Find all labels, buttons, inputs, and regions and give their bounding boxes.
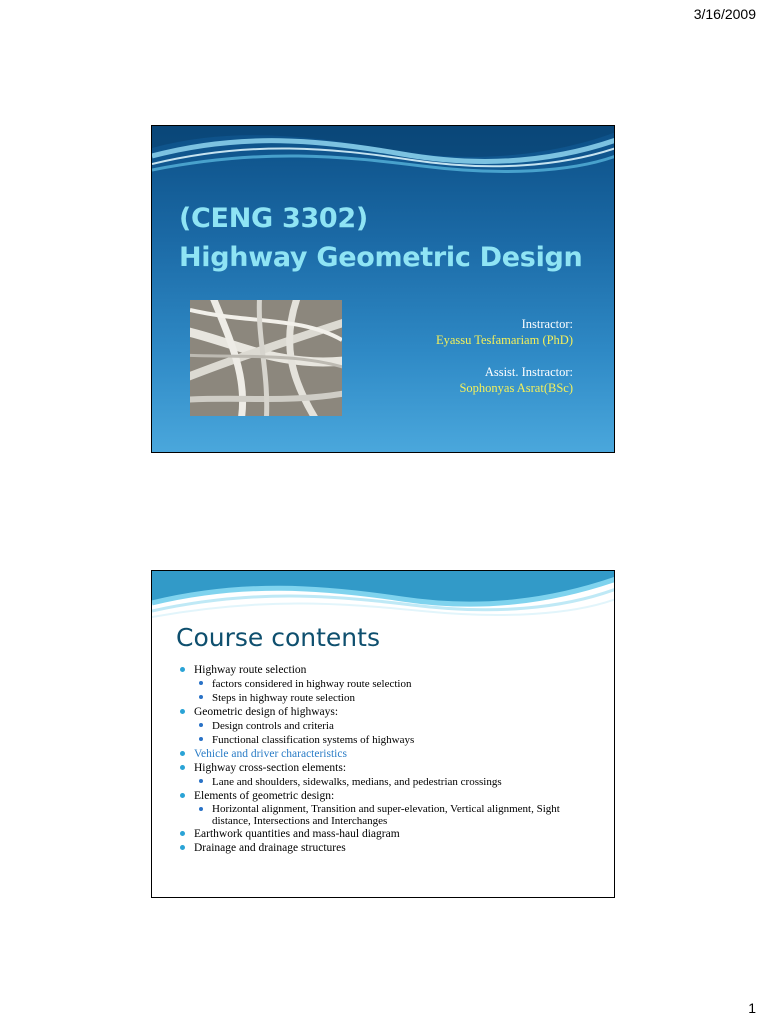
sub-list-item: Lane and shoulders, sidewalks, medians, and pedestrian crossings: [194, 775, 598, 789]
course-contents-list: [178, 663, 598, 855]
list-item: Highway cross-section elements: Lane and shoulders, sidewalks, medians, and pedestrian crossings: [178, 761, 598, 789]
list-item-highlighted: Vehicle and driver characteristics: [178, 747, 598, 761]
list-item: Highway route selection factors considered in highway route selection Steps in highway route selection: [178, 663, 598, 705]
sub-list: [194, 803, 598, 827]
interchange-image-icon: [190, 300, 342, 416]
title-slide: [151, 125, 615, 453]
sub-list: [194, 775, 598, 789]
assistant-instructor-label: Assist. Instractor:: [484, 365, 573, 379]
slide-title: [179, 199, 609, 277]
slide-wave-decoration: [152, 571, 615, 631]
page-number: 1: [748, 1000, 756, 1016]
sub-list-item: Steps in highway route selection: [194, 691, 598, 705]
list-item: Geometric design of highways: Design controls and criteria Functional classification systems of highways: [178, 705, 598, 747]
slide-wave-decoration: [152, 126, 615, 186]
assistant-instructor-name: Sophonyas Asrat(BSc): [459, 381, 573, 395]
highway-interchange-photo: [190, 300, 342, 416]
sub-list-item: Functional classification systems of highways: [194, 733, 598, 747]
instructor-name: Eyassu Tesfamariam (PhD): [435, 333, 573, 347]
slide-heading: Course contents: [176, 623, 380, 652]
sub-list: [194, 719, 598, 747]
course-name: Highway Geometric Design: [179, 242, 583, 273]
sub-list-item: Design controls and criteria: [194, 719, 598, 733]
list-item: Elements of geometric design: Horizontal alignment, Transition and super-elevation, Vertical alignment, Sight distance, Intersections and Interchanges: [178, 789, 598, 827]
list-item: Earthwork quantities and mass-haul diagram: [178, 827, 598, 841]
list-item: Drainage and drainage structures: [178, 841, 598, 855]
sub-list-item: factors considered in highway route selection: [194, 677, 598, 691]
course-code: (CENG 3302): [179, 203, 368, 234]
course-contents-slide: [151, 570, 615, 898]
sub-list-item: Horizontal alignment, Transition and super-elevation, Vertical alignment, Sight distance, Intersections and Interchanges: [194, 803, 598, 827]
instructor-credits: [353, 316, 573, 396]
instructor-label: Instractor:: [521, 317, 573, 331]
sub-list: [194, 677, 598, 705]
page-date: 3/16/2009: [693, 6, 756, 22]
